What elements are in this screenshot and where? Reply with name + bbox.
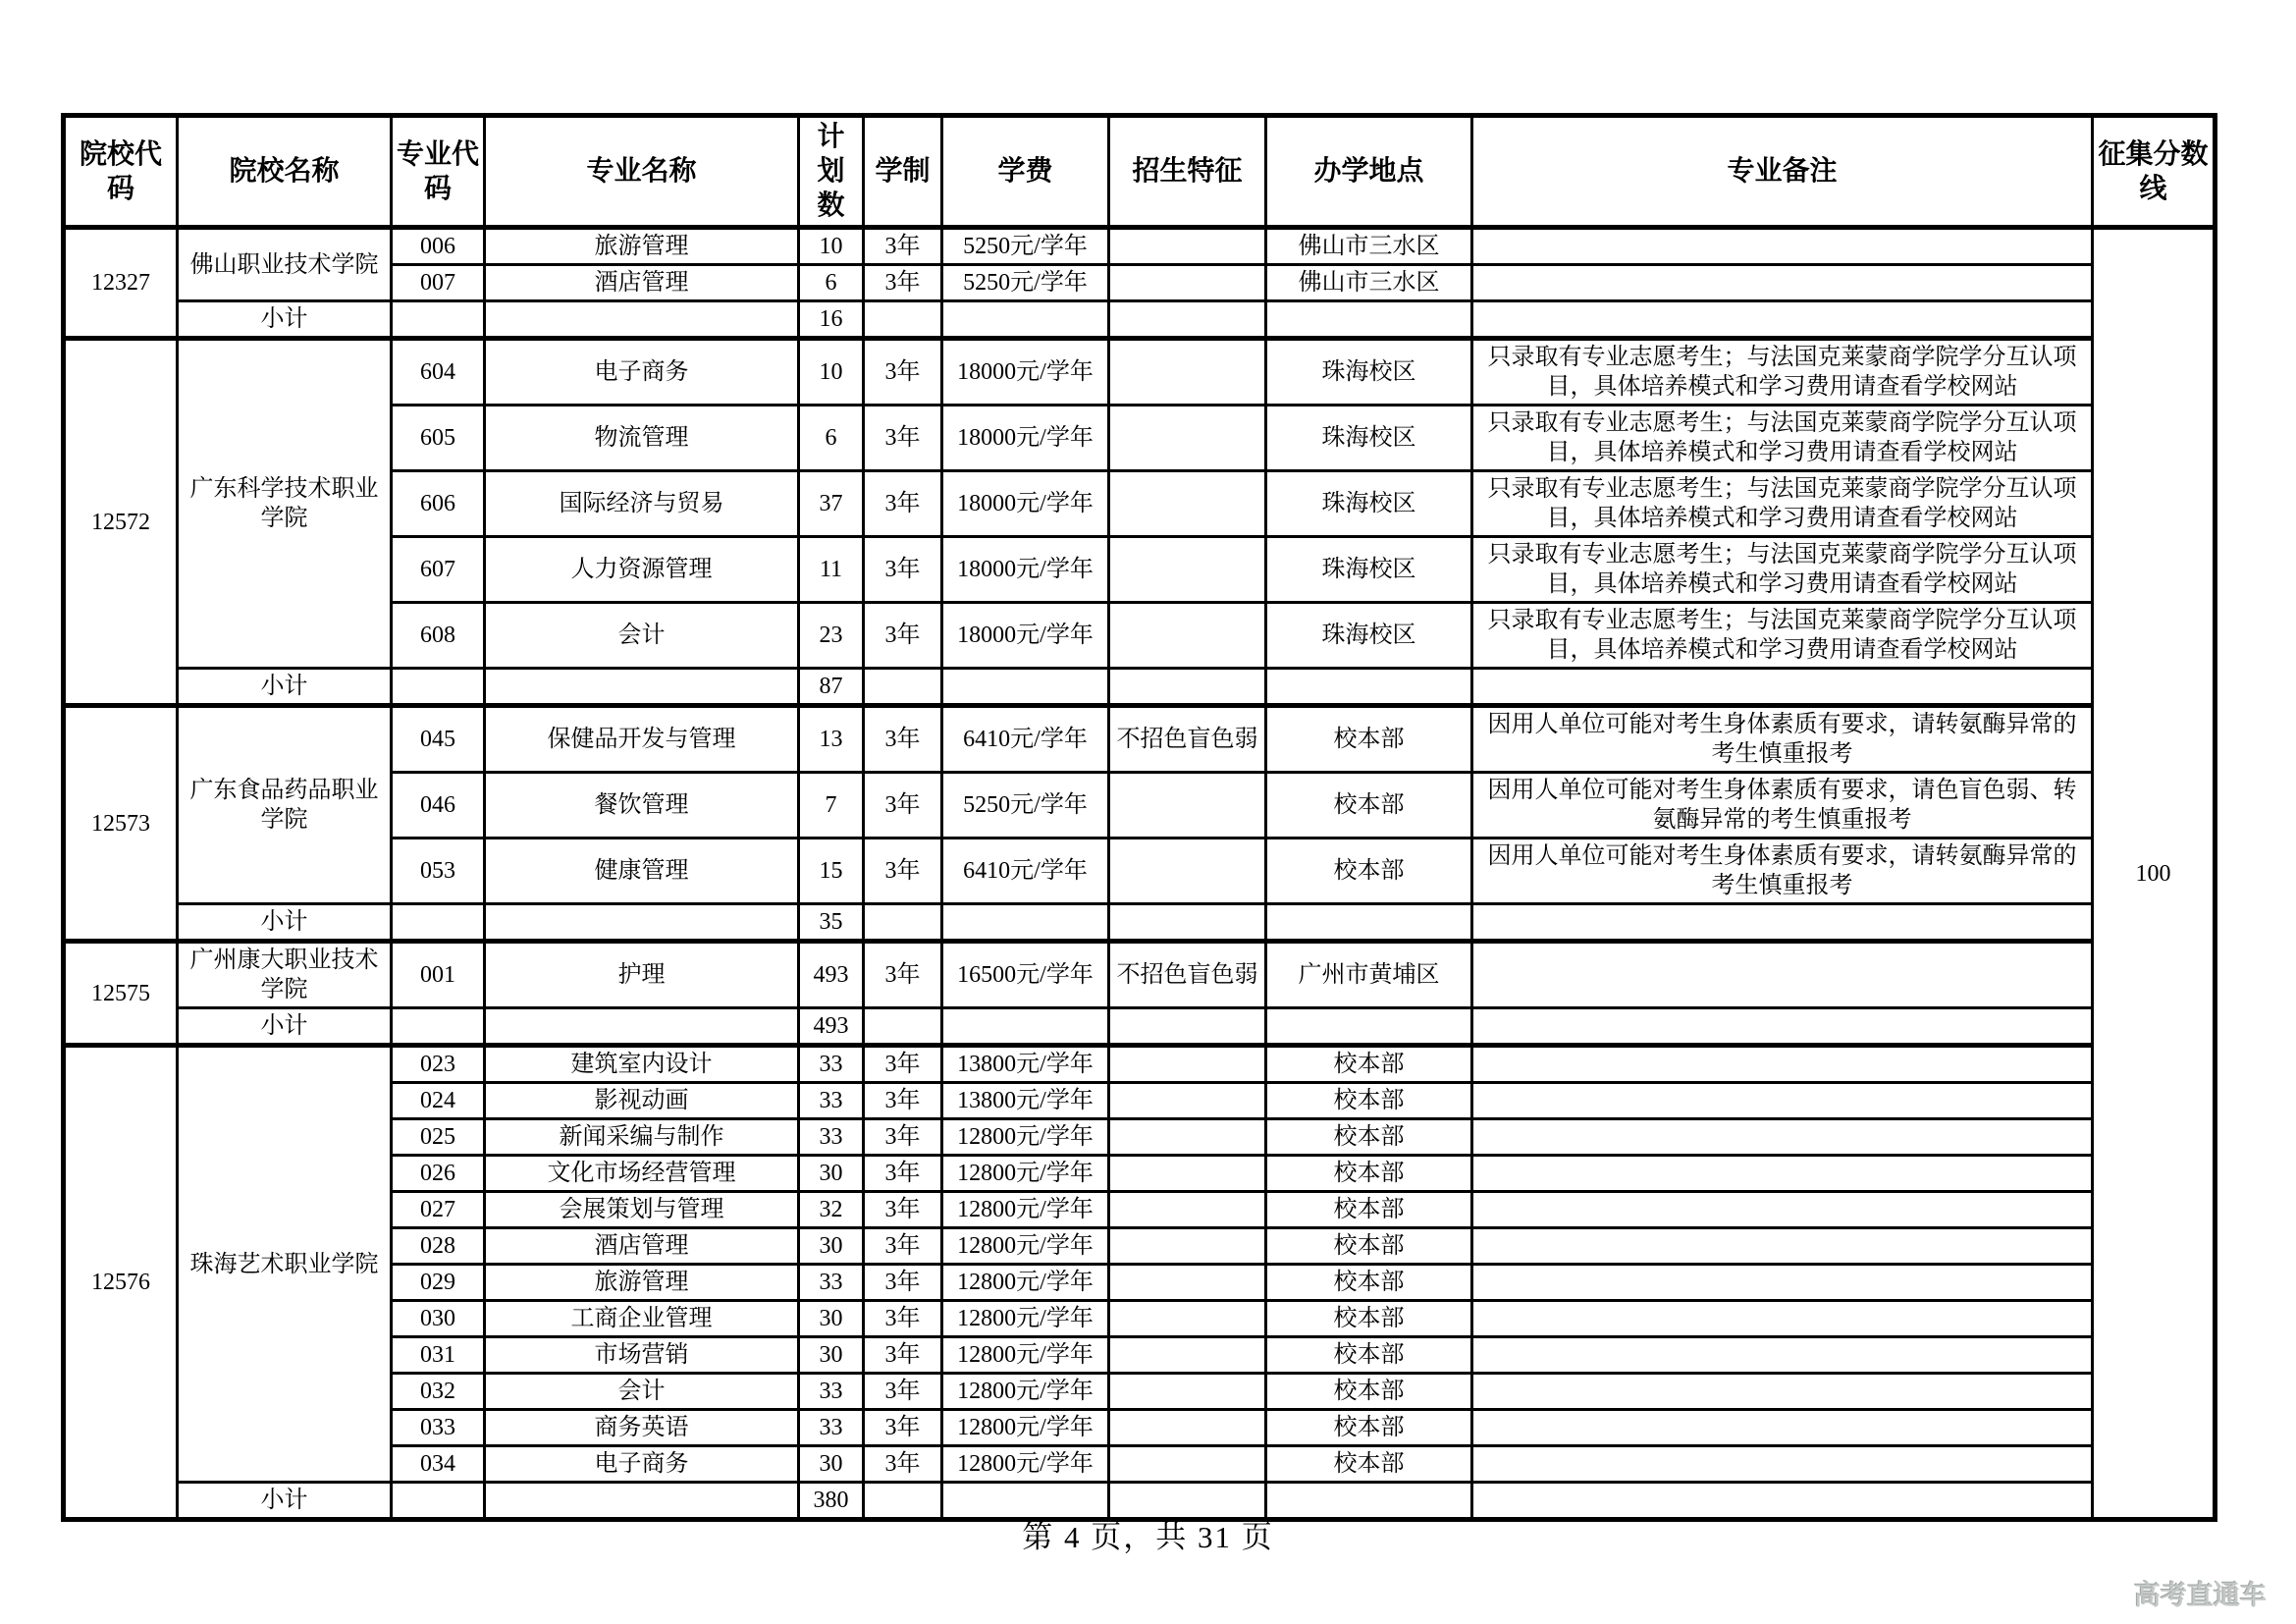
tuition-cell: 16500元/学年 bbox=[942, 942, 1109, 1008]
feature-cell bbox=[1109, 1337, 1266, 1374]
major-name-cell: 餐饮管理 bbox=[485, 773, 799, 839]
feature-cell bbox=[1109, 603, 1266, 669]
subtotal-location-cell bbox=[1266, 301, 1472, 339]
feature-cell bbox=[1109, 1228, 1266, 1265]
tuition-cell: 5250元/学年 bbox=[942, 265, 1109, 301]
subtotal-duration-cell bbox=[864, 1008, 942, 1046]
duration-cell: 3年 bbox=[864, 1156, 942, 1192]
location-cell: 珠海校区 bbox=[1266, 537, 1472, 603]
subtotal-major-name-cell bbox=[485, 1008, 799, 1046]
column-header-college_name: 院校名称 bbox=[178, 116, 392, 228]
column-header-major_name: 专业名称 bbox=[485, 116, 799, 228]
major-code-cell: 024 bbox=[392, 1083, 485, 1119]
feature-cell: 不招色盲色弱 bbox=[1109, 942, 1266, 1008]
major-name-cell: 电子商务 bbox=[485, 1446, 799, 1483]
major-code-cell: 604 bbox=[392, 339, 485, 406]
location-cell: 校本部 bbox=[1266, 1337, 1472, 1374]
table-header bbox=[64, 116, 2216, 228]
tuition-cell: 6410元/学年 bbox=[942, 706, 1109, 773]
subtotal-plan-count-cell: 35 bbox=[799, 904, 864, 942]
column-header-major_code: 专业代码 bbox=[392, 116, 485, 228]
feature-cell bbox=[1109, 1046, 1266, 1083]
tuition-cell: 12800元/学年 bbox=[942, 1156, 1109, 1192]
plan-count-cell: 33 bbox=[799, 1119, 864, 1156]
location-cell: 校本部 bbox=[1266, 1083, 1472, 1119]
location-cell: 校本部 bbox=[1266, 1228, 1472, 1265]
feature-cell bbox=[1109, 339, 1266, 406]
duration-cell: 3年 bbox=[864, 339, 942, 406]
column-header-feature: 招生特征 bbox=[1109, 116, 1266, 228]
major-code-cell: 608 bbox=[392, 603, 485, 669]
major-code-cell: 027 bbox=[392, 1192, 485, 1228]
subtotal-row bbox=[64, 904, 2216, 942]
subtotal-row bbox=[64, 669, 2216, 706]
subtotal-plan-count-cell: 87 bbox=[799, 669, 864, 706]
major-row bbox=[64, 942, 2216, 1008]
subtotal-tuition-cell bbox=[942, 904, 1109, 942]
feature-cell bbox=[1109, 773, 1266, 839]
major-row bbox=[64, 706, 2216, 773]
location-cell: 佛山市三水区 bbox=[1266, 265, 1472, 301]
remark-cell bbox=[1472, 1192, 2093, 1228]
duration-cell: 3年 bbox=[864, 1046, 942, 1083]
plan-count-cell: 33 bbox=[799, 1083, 864, 1119]
major-code-cell: 025 bbox=[392, 1119, 485, 1156]
tuition-cell: 12800元/学年 bbox=[942, 1301, 1109, 1337]
location-cell: 校本部 bbox=[1266, 839, 1472, 904]
major-code-cell: 006 bbox=[392, 228, 485, 265]
subtotal-label-cell: 小计 bbox=[178, 301, 392, 339]
duration-cell: 3年 bbox=[864, 1228, 942, 1265]
tuition-cell: 12800元/学年 bbox=[942, 1446, 1109, 1483]
major-name-cell: 市场营销 bbox=[485, 1337, 799, 1374]
major-code-cell: 001 bbox=[392, 942, 485, 1008]
table-header-row bbox=[64, 116, 2216, 228]
major-name-cell: 健康管理 bbox=[485, 839, 799, 904]
plan-count-cell: 37 bbox=[799, 471, 864, 537]
subtotal-major-code-cell bbox=[392, 669, 485, 706]
subtotal-tuition-cell bbox=[942, 1008, 1109, 1046]
plan-count-cell: 493 bbox=[799, 942, 864, 1008]
remark-cell bbox=[1472, 265, 2093, 301]
tuition-cell: 13800元/学年 bbox=[942, 1046, 1109, 1083]
major-name-cell: 新闻采编与制作 bbox=[485, 1119, 799, 1156]
remark-cell bbox=[1472, 1046, 2093, 1083]
major-code-cell: 045 bbox=[392, 706, 485, 773]
major-code-cell: 053 bbox=[392, 839, 485, 904]
location-cell: 校本部 bbox=[1266, 1192, 1472, 1228]
tuition-cell: 5250元/学年 bbox=[942, 228, 1109, 265]
location-cell: 校本部 bbox=[1266, 1046, 1472, 1083]
tuition-cell: 13800元/学年 bbox=[942, 1083, 1109, 1119]
major-code-cell: 033 bbox=[392, 1410, 485, 1446]
college-name-cell: 广东食品药品职业学院 bbox=[178, 706, 392, 904]
plan-count-cell: 15 bbox=[799, 839, 864, 904]
subtotal-plan-count-cell: 493 bbox=[799, 1008, 864, 1046]
remark-cell bbox=[1472, 1156, 2093, 1192]
location-cell: 校本部 bbox=[1266, 1301, 1472, 1337]
location-cell: 珠海校区 bbox=[1266, 406, 1472, 471]
duration-cell: 3年 bbox=[864, 406, 942, 471]
duration-cell: 3年 bbox=[864, 1446, 942, 1483]
feature-cell bbox=[1109, 265, 1266, 301]
college-code-cell: 12572 bbox=[64, 339, 178, 706]
subtotal-row bbox=[64, 301, 2216, 339]
feature-cell bbox=[1109, 1083, 1266, 1119]
location-cell: 校本部 bbox=[1266, 773, 1472, 839]
feature-cell bbox=[1109, 537, 1266, 603]
remark-cell: 只录取有专业志愿考生；与法国克莱蒙商学院学分互认项目，具体培养模式和学习费用请查看学校网站 bbox=[1472, 537, 2093, 603]
location-cell: 校本部 bbox=[1266, 1410, 1472, 1446]
subtotal-major-name-cell bbox=[485, 904, 799, 942]
tuition-cell: 18000元/学年 bbox=[942, 406, 1109, 471]
subtotal-feature-cell bbox=[1109, 1008, 1266, 1046]
major-code-cell: 034 bbox=[392, 1446, 485, 1483]
major-name-cell: 会计 bbox=[485, 1374, 799, 1410]
major-code-cell: 029 bbox=[392, 1265, 485, 1301]
tuition-cell: 5250元/学年 bbox=[942, 773, 1109, 839]
subtotal-plan-count-cell: 380 bbox=[799, 1483, 864, 1520]
plan-count-cell: 30 bbox=[799, 1446, 864, 1483]
duration-cell: 3年 bbox=[864, 537, 942, 603]
plan-count-cell: 33 bbox=[799, 1046, 864, 1083]
major-name-cell: 会计 bbox=[485, 603, 799, 669]
subtotal-feature-cell bbox=[1109, 904, 1266, 942]
column-header-college_code: 院校代码 bbox=[64, 116, 178, 228]
duration-cell: 3年 bbox=[864, 1337, 942, 1374]
subtotal-major-code-cell bbox=[392, 1008, 485, 1046]
remark-cell bbox=[1472, 228, 2093, 265]
major-code-cell: 007 bbox=[392, 265, 485, 301]
remark-cell: 因用人单位可能对考生身体素质有要求，请转氨酶异常的考生慎重报考 bbox=[1472, 839, 2093, 904]
remark-cell: 只录取有专业志愿考生；与法国克莱蒙商学院学分互认项目，具体培养模式和学习费用请查看学校网站 bbox=[1472, 471, 2093, 537]
column-header-duration: 学制 bbox=[864, 116, 942, 228]
location-cell: 佛山市三水区 bbox=[1266, 228, 1472, 265]
duration-cell: 3年 bbox=[864, 471, 942, 537]
tuition-cell: 12800元/学年 bbox=[942, 1374, 1109, 1410]
remark-cell bbox=[1472, 1265, 2093, 1301]
plan-count-cell: 32 bbox=[799, 1192, 864, 1228]
major-name-cell: 国际经济与贸易 bbox=[485, 471, 799, 537]
major-name-cell: 文化市场经营管理 bbox=[485, 1156, 799, 1192]
feature-cell bbox=[1109, 471, 1266, 537]
college-code-cell: 12575 bbox=[64, 942, 178, 1046]
major-code-cell: 023 bbox=[392, 1046, 485, 1083]
plan-count-cell: 10 bbox=[799, 339, 864, 406]
feature-cell bbox=[1109, 1410, 1266, 1446]
college-name-cell: 广东科学技术职业学院 bbox=[178, 339, 392, 669]
subtotal-duration-cell bbox=[864, 669, 942, 706]
tuition-cell: 12800元/学年 bbox=[942, 1192, 1109, 1228]
remark-cell bbox=[1472, 1446, 2093, 1483]
major-row bbox=[64, 339, 2216, 406]
tuition-cell: 6410元/学年 bbox=[942, 839, 1109, 904]
subtotal-location-cell bbox=[1266, 669, 1472, 706]
major-name-cell: 酒店管理 bbox=[485, 1228, 799, 1265]
tuition-cell: 12800元/学年 bbox=[942, 1228, 1109, 1265]
plan-count-cell: 10 bbox=[799, 228, 864, 265]
duration-cell: 3年 bbox=[864, 1119, 942, 1156]
subtotal-location-cell bbox=[1266, 904, 1472, 942]
column-header-tuition: 学费 bbox=[942, 116, 1109, 228]
subtotal-major-name-cell bbox=[485, 301, 799, 339]
major-code-cell: 607 bbox=[392, 537, 485, 603]
subtotal-duration-cell bbox=[864, 904, 942, 942]
duration-cell: 3年 bbox=[864, 1265, 942, 1301]
tuition-cell: 18000元/学年 bbox=[942, 603, 1109, 669]
major-code-cell: 046 bbox=[392, 773, 485, 839]
remark-cell: 只录取有专业志愿考生；与法国克莱蒙商学院学分互认项目，具体培养模式和学习费用请查看学校网站 bbox=[1472, 339, 2093, 406]
remark-cell: 只录取有专业志愿考生；与法国克莱蒙商学院学分互认项目，具体培养模式和学习费用请查看学校网站 bbox=[1472, 603, 2093, 669]
feature-cell: 不招色盲色弱 bbox=[1109, 706, 1266, 773]
location-cell: 校本部 bbox=[1266, 706, 1472, 773]
column-header-remark: 专业备注 bbox=[1472, 116, 2093, 228]
duration-cell: 3年 bbox=[864, 773, 942, 839]
major-name-cell: 旅游管理 bbox=[485, 1265, 799, 1301]
subtotal-major-code-cell bbox=[392, 301, 485, 339]
page-number-footer: 第 4 页，共 31 页 bbox=[1022, 1520, 1274, 1554]
major-name-cell: 会展策划与管理 bbox=[485, 1192, 799, 1228]
major-code-cell: 030 bbox=[392, 1301, 485, 1337]
location-cell: 校本部 bbox=[1266, 1374, 1472, 1410]
subtotal-remark-cell bbox=[1472, 904, 2093, 942]
subtotal-tuition-cell bbox=[942, 301, 1109, 339]
tuition-cell: 12800元/学年 bbox=[942, 1119, 1109, 1156]
tuition-cell: 12800元/学年 bbox=[942, 1265, 1109, 1301]
tuition-cell: 12800元/学年 bbox=[942, 1410, 1109, 1446]
tuition-cell: 12800元/学年 bbox=[942, 1337, 1109, 1374]
major-name-cell: 保健品开发与管理 bbox=[485, 706, 799, 773]
column-header-score_line: 征集分数线 bbox=[2093, 116, 2216, 228]
major-name-cell: 电子商务 bbox=[485, 339, 799, 406]
feature-cell bbox=[1109, 1374, 1266, 1410]
remark-cell bbox=[1472, 1374, 2093, 1410]
duration-cell: 3年 bbox=[864, 1301, 942, 1337]
feature-cell bbox=[1109, 228, 1266, 265]
plan-count-cell: 30 bbox=[799, 1301, 864, 1337]
tuition-cell: 18000元/学年 bbox=[942, 471, 1109, 537]
subtotal-feature-cell bbox=[1109, 301, 1266, 339]
duration-cell: 3年 bbox=[864, 265, 942, 301]
subtotal-plan-count-cell: 16 bbox=[799, 301, 864, 339]
location-cell: 珠海校区 bbox=[1266, 339, 1472, 406]
plan-count-cell: 11 bbox=[799, 537, 864, 603]
major-code-cell: 032 bbox=[392, 1374, 485, 1410]
location-cell: 校本部 bbox=[1266, 1265, 1472, 1301]
plan-count-cell: 33 bbox=[799, 1374, 864, 1410]
plan-count-cell: 7 bbox=[799, 773, 864, 839]
subtotal-feature-cell bbox=[1109, 669, 1266, 706]
duration-cell: 3年 bbox=[864, 942, 942, 1008]
remark-cell: 只录取有专业志愿考生；与法国克莱蒙商学院学分互认项目，具体培养模式和学习费用请查看学校网站 bbox=[1472, 406, 2093, 471]
plan-count-cell: 13 bbox=[799, 706, 864, 773]
tuition-cell: 18000元/学年 bbox=[942, 339, 1109, 406]
major-code-cell: 606 bbox=[392, 471, 485, 537]
plan-count-cell: 30 bbox=[799, 1337, 864, 1374]
major-row bbox=[64, 228, 2216, 265]
major-code-cell: 028 bbox=[392, 1228, 485, 1265]
plan-count-cell: 23 bbox=[799, 603, 864, 669]
feature-cell bbox=[1109, 1265, 1266, 1301]
major-row bbox=[64, 1046, 2216, 1083]
remark-cell bbox=[1472, 1083, 2093, 1119]
feature-cell bbox=[1109, 1446, 1266, 1483]
subtotal-duration-cell bbox=[864, 301, 942, 339]
watermark-text: 高考直通车 bbox=[2134, 1581, 2267, 1610]
duration-cell: 3年 bbox=[864, 839, 942, 904]
duration-cell: 3年 bbox=[864, 1374, 942, 1410]
subtotal-tuition-cell bbox=[942, 669, 1109, 706]
location-cell: 校本部 bbox=[1266, 1119, 1472, 1156]
remark-cell: 因用人单位可能对考生身体素质有要求，请色盲色弱、转氨酶异常的考生慎重报考 bbox=[1472, 773, 2093, 839]
major-name-cell: 影视动画 bbox=[485, 1083, 799, 1119]
major-name-cell: 物流管理 bbox=[485, 406, 799, 471]
major-name-cell: 人力资源管理 bbox=[485, 537, 799, 603]
plan-count-cell: 6 bbox=[799, 265, 864, 301]
duration-cell: 3年 bbox=[864, 1083, 942, 1119]
subtotal-remark-cell bbox=[1472, 1008, 2093, 1046]
college-name-cell: 珠海艺术职业学院 bbox=[178, 1046, 392, 1483]
major-name-cell: 工商企业管理 bbox=[485, 1301, 799, 1337]
subtotal-label-cell: 小计 bbox=[178, 904, 392, 942]
subtotal-location-cell bbox=[1266, 1008, 1472, 1046]
subtotal-row bbox=[64, 1008, 2216, 1046]
subtotal-label-cell: 小计 bbox=[178, 1483, 392, 1520]
major-code-cell: 026 bbox=[392, 1156, 485, 1192]
major-name-cell: 建筑室内设计 bbox=[485, 1046, 799, 1083]
subtotal-major-name-cell bbox=[485, 669, 799, 706]
major-name-cell: 旅游管理 bbox=[485, 228, 799, 265]
location-cell: 珠海校区 bbox=[1266, 471, 1472, 537]
feature-cell bbox=[1109, 1119, 1266, 1156]
major-code-cell: 605 bbox=[392, 406, 485, 471]
major-code-cell: 031 bbox=[392, 1337, 485, 1374]
remark-cell bbox=[1472, 1228, 2093, 1265]
feature-cell bbox=[1109, 1301, 1266, 1337]
duration-cell: 3年 bbox=[864, 603, 942, 669]
location-cell: 校本部 bbox=[1266, 1156, 1472, 1192]
plan-count-cell: 30 bbox=[799, 1156, 864, 1192]
plan-count-cell: 6 bbox=[799, 406, 864, 471]
location-cell: 广州市黄埔区 bbox=[1266, 942, 1472, 1008]
plan-count-cell: 33 bbox=[799, 1265, 864, 1301]
subtotal-label-cell: 小计 bbox=[178, 669, 392, 706]
duration-cell: 3年 bbox=[864, 706, 942, 773]
college-name-cell: 佛山职业技术学院 bbox=[178, 228, 392, 301]
subtotal-remark-cell bbox=[1472, 669, 2093, 706]
remark-cell bbox=[1472, 942, 2093, 1008]
feature-cell bbox=[1109, 1156, 1266, 1192]
feature-cell bbox=[1109, 839, 1266, 904]
admission-plan-table bbox=[61, 113, 2217, 1522]
duration-cell: 3年 bbox=[864, 1410, 942, 1446]
college-name-cell: 广州康大职业技术学院 bbox=[178, 942, 392, 1008]
remark-cell bbox=[1472, 1301, 2093, 1337]
duration-cell: 3年 bbox=[864, 1192, 942, 1228]
location-cell: 校本部 bbox=[1266, 1446, 1472, 1483]
column-header-plan_count: 计划数 bbox=[799, 116, 864, 228]
subtotal-label-cell: 小计 bbox=[178, 1008, 392, 1046]
table-body bbox=[64, 228, 2216, 1520]
remark-cell bbox=[1472, 1337, 2093, 1374]
college-code-cell: 12573 bbox=[64, 706, 178, 942]
feature-cell bbox=[1109, 1192, 1266, 1228]
remark-cell bbox=[1472, 1410, 2093, 1446]
major-name-cell: 商务英语 bbox=[485, 1410, 799, 1446]
college-code-cell: 12327 bbox=[64, 228, 178, 339]
duration-cell: 3年 bbox=[864, 228, 942, 265]
column-header-location: 办学地点 bbox=[1266, 116, 1472, 228]
college-code-cell: 12576 bbox=[64, 1046, 178, 1520]
location-cell: 珠海校区 bbox=[1266, 603, 1472, 669]
subtotal-major-code-cell bbox=[392, 904, 485, 942]
tuition-cell: 18000元/学年 bbox=[942, 537, 1109, 603]
subtotal-remark-cell bbox=[1472, 301, 2093, 339]
major-name-cell: 酒店管理 bbox=[485, 265, 799, 301]
remark-cell bbox=[1472, 1119, 2093, 1156]
score-line-cell: 100 bbox=[2093, 228, 2216, 1520]
plan-count-cell: 30 bbox=[799, 1228, 864, 1265]
plan-count-cell: 33 bbox=[799, 1410, 864, 1446]
major-name-cell: 护理 bbox=[485, 942, 799, 1008]
feature-cell bbox=[1109, 406, 1266, 471]
remark-cell: 因用人单位可能对考生身体素质有要求，请转氨酶异常的考生慎重报考 bbox=[1472, 706, 2093, 773]
